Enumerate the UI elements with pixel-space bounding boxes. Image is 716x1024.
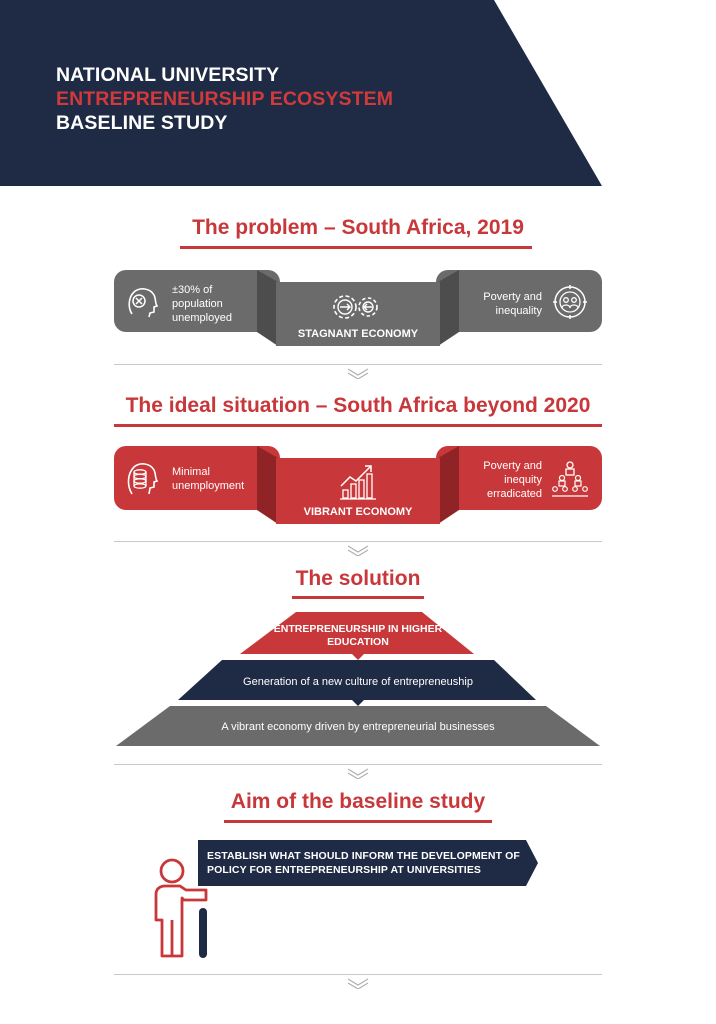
section-divider — [114, 764, 602, 765]
people-hierarchy-icon — [550, 460, 590, 498]
problem-left-text: ±30% of population unemployed — [172, 284, 232, 324]
section-divider — [114, 364, 602, 365]
head-coins-icon — [124, 460, 160, 498]
chevron-down-icon — [346, 977, 370, 989]
chevron-down-icon — [346, 544, 370, 556]
unemployed-head-icon — [124, 284, 160, 320]
solution-tier-1: ENTREPRENEURSHIP IN HIGHER EDUCATION — [273, 623, 443, 648]
solution-title: The solution — [295, 567, 421, 590]
solution-tier-2: Generation of a new culture of entrepreneuship — [243, 676, 473, 688]
ideal-center-text: VIBRANT ECONOMY — [303, 506, 413, 518]
section-divider — [114, 974, 602, 975]
ideal-left-text: Minimal unemployment — [172, 466, 245, 492]
solution-underline — [292, 596, 424, 599]
ideal-title: The ideal situation – South Africa beyond 2020 — [125, 394, 591, 417]
problem-right-text: Poverty and inequality — [483, 291, 542, 317]
ideal-right-text: Poverty and inequity erradicated — [483, 460, 542, 500]
target-people-icon — [552, 284, 588, 320]
problem-underline — [180, 246, 532, 249]
ideal-underline — [114, 424, 602, 427]
solution-tier-3: A vibrant economy driven by entrepreneurial businesses — [221, 721, 495, 733]
page-title — [56, 63, 393, 135]
problem-center-text: STAGNANT ECONOMY — [297, 328, 419, 340]
aim-title: Aim of the baseline study — [230, 790, 486, 813]
gears-icon — [328, 290, 384, 324]
title-line-2: ENTREPRENEURSHIP ECOSYSTEM — [56, 88, 394, 110]
presenter-icon — [150, 856, 214, 960]
title-line-3: BASELINE STUDY — [56, 112, 228, 134]
section-divider — [114, 541, 602, 542]
aim-underline — [224, 820, 492, 823]
growth-chart-icon — [338, 462, 378, 500]
problem-title: The problem – South Africa, 2019 — [192, 216, 524, 239]
title-line-1: NATIONAL UNIVERSITY — [56, 64, 280, 86]
chevron-down-icon — [346, 767, 370, 779]
aim-statement-text: ESTABLISH WHAT SHOULD INFORM THE DEVELOPMENT OF POLICY FOR ENTREPRENEURSHIP AT UNIVERSITIES — [207, 850, 520, 876]
chevron-down-icon — [346, 367, 370, 379]
